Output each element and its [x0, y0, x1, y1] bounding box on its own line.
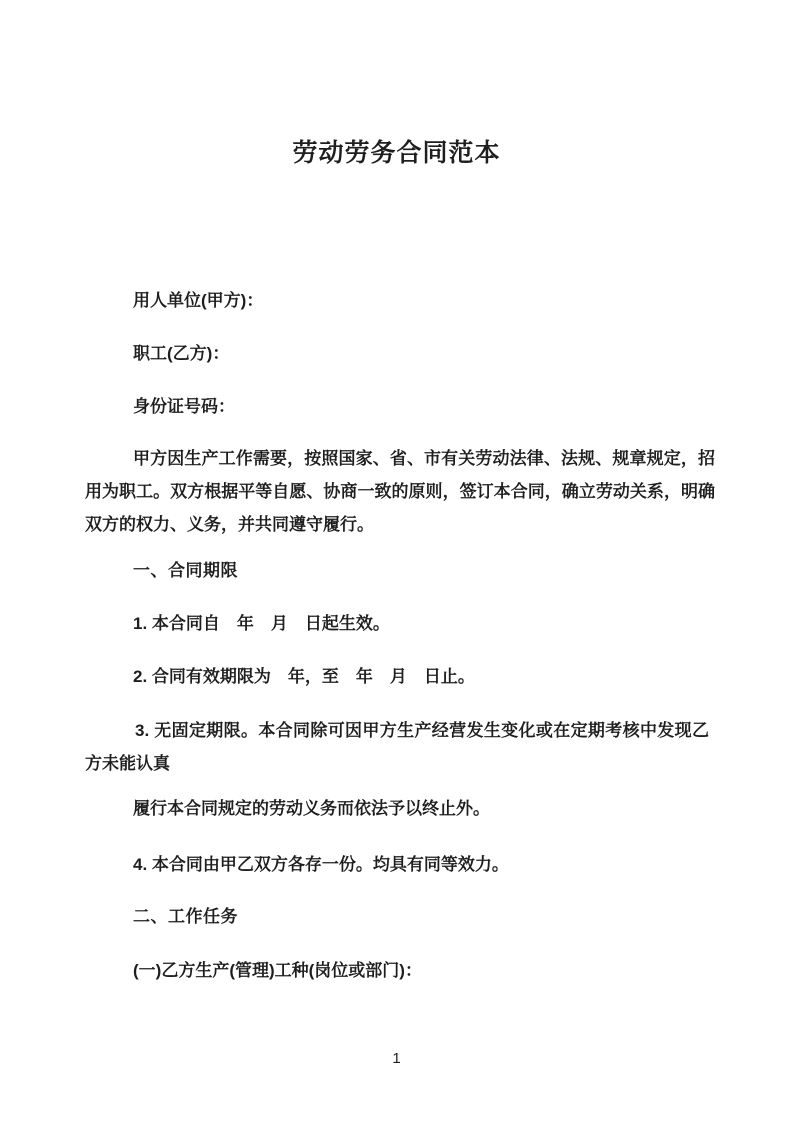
section-2-clause-1: (一)乙方生产(管理)工种(岗位或部门)： — [133, 961, 422, 980]
section-1-clause-3-continuation: 履行本合同规定的劳动义务而依法予以终止外。 — [133, 799, 490, 818]
intro-paragraph: 甲方因生产工作需要，按照国家、省、市有关劳动法律、法规、规章规定，招用为职工。双方根据平等自愿、协商一致的原则，签订本合同，确立劳动关系，明确双方的权力、义务，并共同遵守履行。 — [85, 449, 715, 534]
field-label-employee-party-b: 职工(乙方)： — [133, 344, 230, 363]
section-1-clause-3: 3. 无固定期限。本合同除可因甲方生产经营发生变化或在定期考核中发现乙方未能认真 — [85, 721, 709, 773]
section-2-heading: 二、工作任务 — [133, 907, 238, 926]
field-label-employer-party-a: 用人单位(甲方)： — [133, 291, 264, 310]
section-1-clause-4: 4. 本合同由甲乙双方各存一份。均具有同等效力。 — [133, 855, 509, 874]
document-title: 劳动劳务合同范本 — [292, 139, 501, 167]
section-1-clause-2: 2. 合同有效期限为 年，至 年 月 日止。 — [133, 667, 475, 686]
section-1-clause-1: 1. 本合同自 年 月 日起生效。 — [133, 614, 390, 633]
section-1-heading: 一、合同期限 — [133, 561, 238, 580]
page-number: 1 — [392, 1050, 401, 1067]
field-label-id-number: 身份证号码： — [133, 397, 235, 416]
